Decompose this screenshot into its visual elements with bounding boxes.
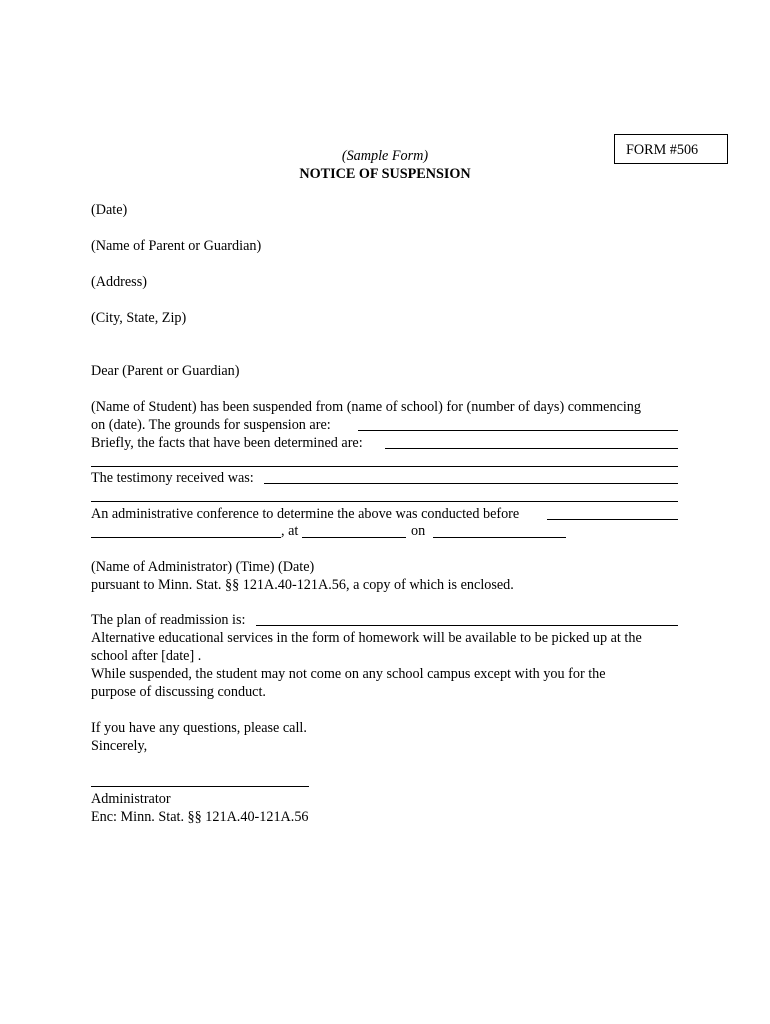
address-placeholder: (Address)	[91, 274, 147, 290]
city-state-zip-placeholder: (City, State, Zip)	[91, 310, 187, 326]
form-number: FORM #506	[626, 142, 699, 158]
pursuant-statute: pursuant to Minn. Stat. §§ 121A.40-121A.56, a copy of which is enclosed.	[91, 577, 514, 593]
testimony-label: The testimony received was:	[91, 470, 254, 486]
grounds-blank-line[interactable]	[358, 430, 678, 431]
salutation: Dear (Parent or Guardian)	[91, 363, 240, 379]
conference-time-blank[interactable]	[302, 537, 406, 538]
signature-line[interactable]	[91, 786, 309, 787]
alternative-services-line2: school after [date] .	[91, 648, 202, 664]
suspension-grounds-label: on (date). The grounds for suspension are:	[91, 417, 331, 433]
alternative-services-line1: Alternative educational services in the form of homework will be available to be picked up at the	[91, 630, 642, 646]
facts-label: Briefly, the facts that have been determined are:	[91, 435, 363, 451]
sample-form-label: (Sample Form)	[341, 148, 429, 164]
while-suspended-line2: purpose of discussing conduct.	[91, 684, 266, 700]
conference-statement: An administrative conference to determine the above was conducted before	[91, 506, 520, 522]
conference-on-label: on	[411, 523, 426, 539]
testimony-blank-line[interactable]	[264, 483, 678, 484]
conference-before-blank[interactable]	[547, 519, 678, 520]
administrator-time-date: (Name of Administrator) (Time) (Date)	[91, 559, 315, 575]
while-suspended-line1: While suspended, the student may not come on any school campus except with you for the	[91, 666, 606, 682]
facts-blank-line[interactable]	[385, 448, 678, 449]
readmission-label: The plan of readmission is:	[91, 612, 246, 628]
parent-name-placeholder: (Name of Parent or Guardian)	[91, 238, 262, 254]
suspension-statement-line1: (Name of Student) has been suspended from (name of school) for (number of days) commencing	[91, 399, 641, 415]
date-placeholder: (Date)	[91, 202, 128, 218]
conference-name-blank[interactable]	[91, 537, 281, 538]
testimony-blank-line-2[interactable]	[91, 501, 678, 502]
conference-at-label: , at	[281, 523, 299, 539]
closing-sincerely: Sincerely,	[91, 738, 148, 754]
conference-date-blank[interactable]	[433, 537, 566, 538]
facts-blank-line-2[interactable]	[91, 466, 678, 467]
administrator-title: Administrator	[91, 791, 171, 807]
document-title: NOTICE OF SUSPENSION	[299, 166, 471, 182]
enclosure-note: Enc: Minn. Stat. §§ 121A.40-121A.56	[91, 809, 309, 825]
readmission-blank-line[interactable]	[256, 625, 678, 626]
questions-line: If you have any questions, please call.	[91, 720, 307, 736]
